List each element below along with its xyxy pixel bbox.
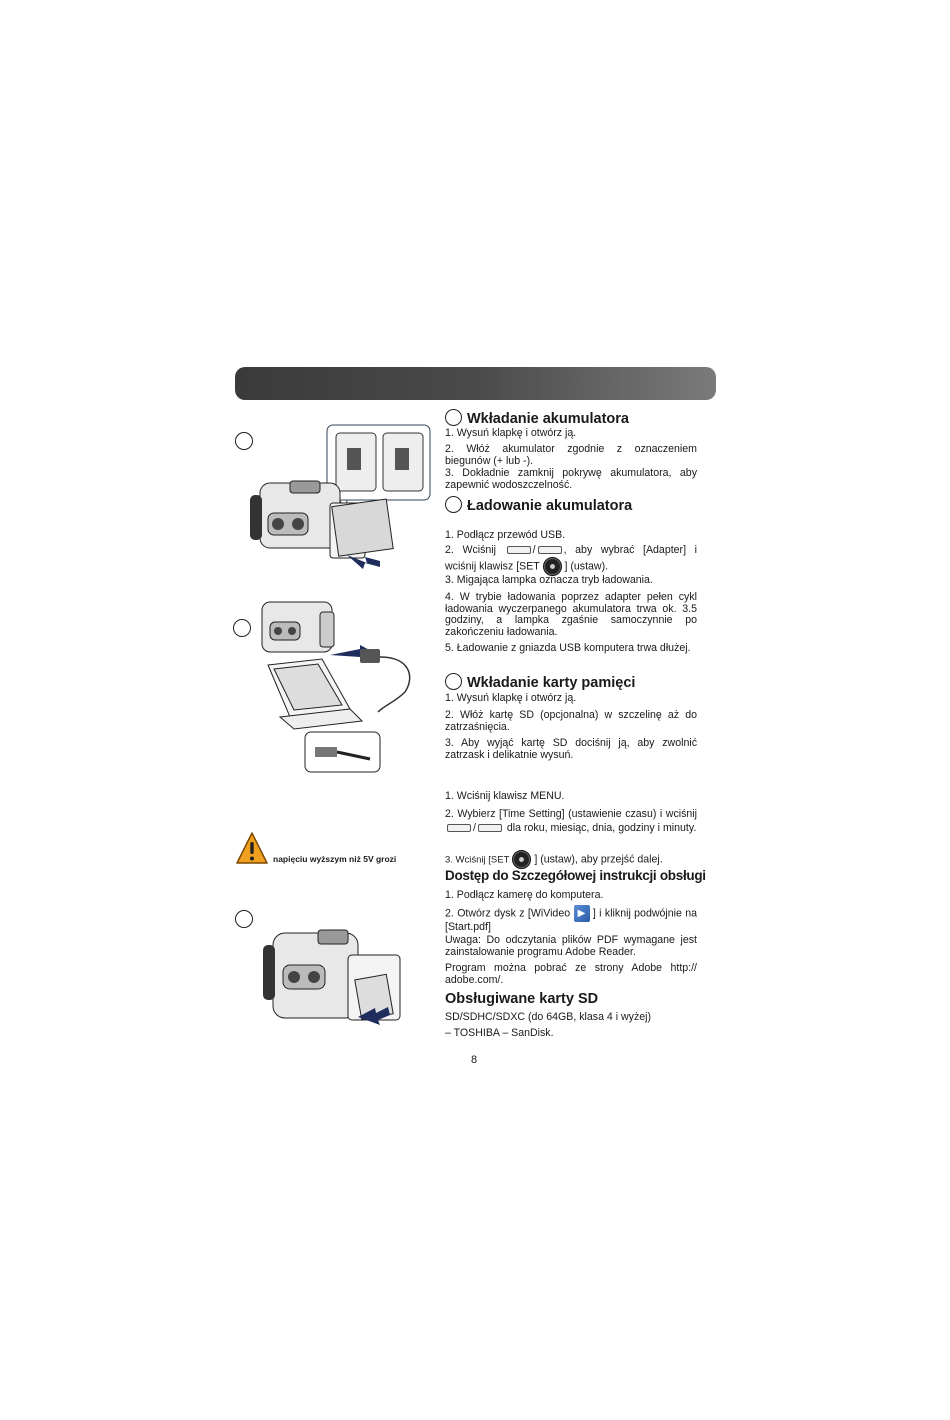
battery-charge-heading	[445, 496, 632, 514]
section-marker-circle	[445, 496, 462, 513]
card-insert-step-2: 2. Włóż kartę SD (opcjonalna) w szczelinę aż do zatrzaśnięcia.	[445, 709, 697, 733]
step-text: , aby wybrać [Adapter] i wciśnij klawisz [SET	[445, 544, 697, 572]
battery-charge-step-3: 3. Migająca lampka oznacza tryb ładowania.	[445, 574, 653, 586]
step-text: dla roku, miesiąc, dnia, godziny i minuty.	[506, 821, 697, 834]
warning-triangle-icon	[236, 831, 268, 865]
usb-charging-illustration	[260, 597, 420, 777]
step-text: ] i kliknij podwójnie na [Start.pdf]	[445, 907, 698, 933]
manual-access-heading	[445, 868, 706, 883]
card-insert-heading	[445, 673, 635, 691]
battery-charge-step-5: 5. Ładowanie z gniazda USB komputera trwa dłużej.	[445, 642, 691, 654]
wivideo-app-icon: ▶	[574, 905, 590, 922]
section-marker-circle	[445, 673, 462, 690]
sd-card-insert-illustration	[263, 925, 413, 1035]
battery-charge-step-2	[445, 545, 697, 576]
card-insert-step-3: 3. Aby wyjąć kartę SD dociśnij ją, aby zwolnić zatrzask i delikatnie wysuń.	[445, 737, 697, 761]
step-text: 2. Wybierz [Time Setting] (ustawienie czasu) i wciśnij	[445, 808, 697, 820]
set-knob-icon	[512, 850, 531, 869]
card-insert-title: Wkładanie karty pamięci	[467, 675, 636, 691]
manual-access-title: Dostęp do Szczegółowej instrukcji obsługi	[445, 868, 706, 883]
warning-text: napięciu wyższym niż 5V grozi	[273, 854, 397, 864]
up-button-icon	[447, 824, 471, 832]
page-number: 8	[471, 1054, 478, 1066]
step-circle-3	[235, 910, 253, 928]
down-button-icon	[478, 824, 502, 832]
battery-charge-step-1: 1. Podłącz przewód USB.	[445, 529, 566, 541]
manual-download: Program można pobrać ze strony Adobe http:// adobe.com/.	[445, 962, 697, 986]
battery-insert-step-1: 1. Wysuń klapkę i otwórz ją.	[445, 427, 577, 439]
slash: /	[473, 821, 476, 834]
battery-insert-heading	[445, 409, 629, 427]
section-marker-circle	[445, 409, 462, 426]
battery-insert-illustration	[250, 423, 435, 573]
step-circle-2	[233, 619, 251, 637]
up-button-icon	[507, 546, 531, 554]
manual-step-1: 1. Podłącz kamerę do komputera.	[445, 889, 604, 901]
battery-insert-step-3: 3. Dokładnie zamknij pokrywę akumulatora, aby zapewnić wodoszczelność.	[445, 467, 697, 491]
supported-cards-line-2: – TOSHIBA – SanDisk.	[445, 1027, 554, 1039]
time-step-2	[445, 808, 697, 835]
supported-cards-title: Obsługiwane karty SD	[445, 991, 599, 1007]
down-button-icon	[538, 546, 562, 554]
supported-cards-line-1: SD/SDHC/SDXC (do 64GB, klasa 4 i wyżej)	[445, 1011, 652, 1023]
step-text: ] (ustaw).	[564, 559, 609, 572]
step-text: ] (ustaw), aby przejść dalej.	[534, 853, 663, 866]
battery-charge-title: Ładowanie akumulatora	[467, 498, 633, 514]
step-text: 2. Otwórz dysk z [WiVideo	[445, 907, 571, 920]
battery-charge-step-4: 4. W trybie ładowania poprzez adapter pełen cykl ładowania wyczerpanego akumulatora trwa ok. 3.5 godziny, a lampka zgaśnie samoczynnie po zakończeniu ładowania.	[445, 591, 697, 638]
right-column	[445, 0, 706, 1100]
manual-step-2	[445, 905, 697, 934]
step-text: 2. Wciśnij	[445, 544, 497, 556]
set-knob-icon	[543, 557, 562, 576]
step-text: 3. Wciśnij [SET	[445, 854, 510, 866]
time-step-3	[445, 850, 697, 869]
manual-note: Uwaga: Do odczytania plików PDF wymagane jest zainstalowanie programu Adobe Reader.	[445, 934, 697, 958]
slash: /	[532, 544, 536, 556]
supported-cards-heading	[445, 991, 598, 1007]
battery-insert-step-2: 2. Włóż akumulator zgodnie z oznaczeniem biegunów (+ lub -).	[445, 443, 697, 467]
card-insert-step-1: 1. Wysuń klapkę i otwórz ją.	[445, 692, 577, 704]
time-step-1: 1. Wciśnij klawisz MENU.	[445, 790, 565, 802]
battery-insert-title: Wkładanie akumulatora	[467, 411, 629, 427]
